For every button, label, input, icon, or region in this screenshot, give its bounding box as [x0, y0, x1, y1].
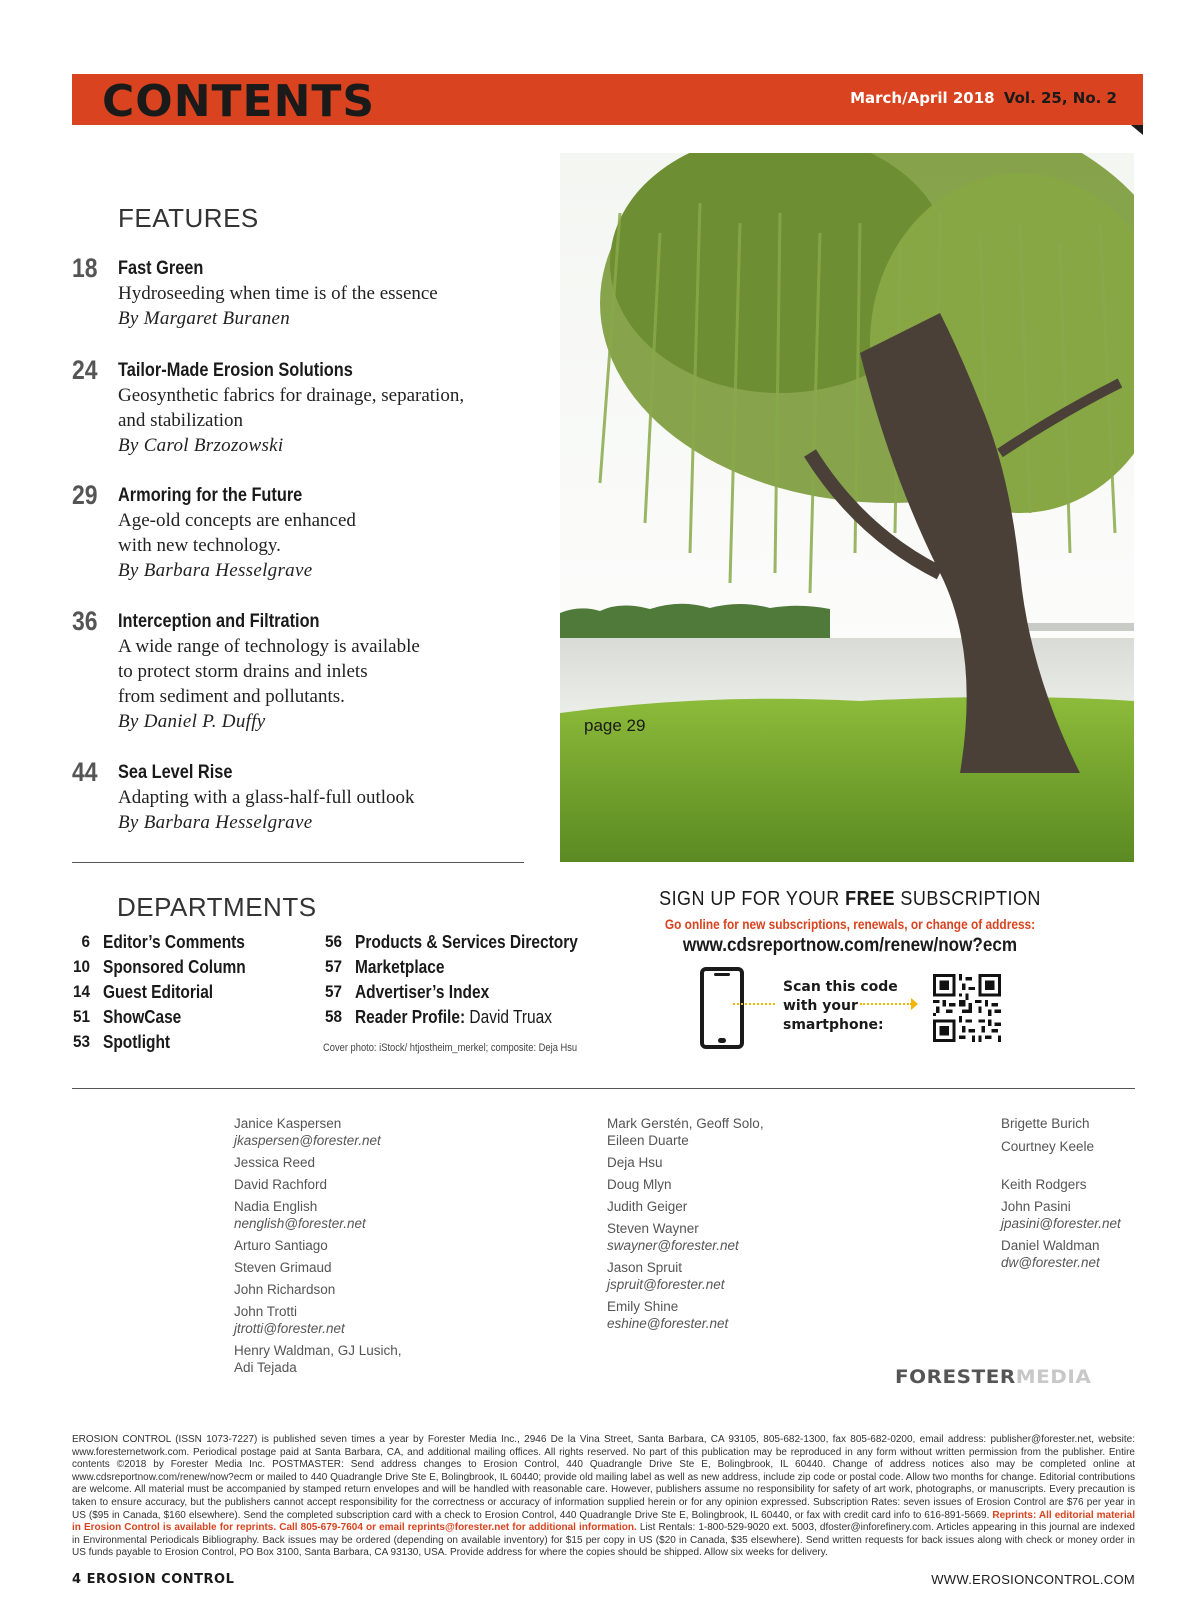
masthead-name: [234, 1281, 335, 1298]
masthead-email[interactable]: nenglish@forester.net: [234, 1216, 366, 1231]
department-page-number: 57: [324, 982, 342, 1001]
masthead-name: [1001, 1138, 1094, 1155]
department-item[interactable]: [308, 932, 608, 957]
masthead-name: [234, 1115, 381, 1149]
department-page-number: 58: [324, 1007, 342, 1026]
feature-description-line: Geosynthetic fabrics for drainage, separation,: [118, 385, 465, 406]
page-title: CONTENTS: [102, 76, 376, 127]
department-item[interactable]: [308, 982, 608, 1007]
footer-page-label: 4 EROSION CONTROL: [72, 1572, 235, 1587]
contents-header-bar: [72, 74, 1143, 125]
features-divider: [72, 862, 524, 863]
department-item[interactable]: [56, 1032, 326, 1057]
feature-body: [118, 257, 538, 331]
masthead-person: Steven Wayner: [607, 1221, 699, 1236]
scan-line-2: with your: [783, 998, 858, 1014]
department-title: [103, 1007, 181, 1028]
fineprint-main: EROSION CONTROL (ISSN 1073-7227) is published seven times a year by Forester Media Inc., 2946 De la Vina Street, Santa Barbara, CA 93105, 805-682-1300, fax 805-682-0200, email address: publisher@forester.net, website: www.foresternetwork.com. Periodical postage paid at Santa Barbara, CA, and additional mailing offices. All rights reserved. No part of this publication may be reproduced in any form without written permission from the publisher. Entire contents ©2018 by Forester Media Inc. POSTMASTER: Send address changes to Erosion Control, 440 Quadrangle Drive Ste E, Bolingbrook, IL 60440. Change of address notices also may be completed online at www.cdsreportnow.com/renew/now?ecm or mailed to 440 Quadrangle Drive Ste E, Bolingbrook, IL 60440; provide old mailing label as well as new address, include zip code or postal code. Allow two months for change. Editorial contributions are welcome. All material must be accompanied by stamped return envelopes and will be handled with reasonable care. However, publishers assume no responsibility for safety of art work, photographs, or manuscripts. Every precaution is taken to ensure accuracy, but the publishers cannot accept responsibility for the correctness or accuracy of information supplied herein or for any opinion expressed. Subscription Rates: seven issues of Erosion Control are $76 per year in US ($95 in Canada, $160 elsewhere). Send the completed subscription card with a check to Erosion Control, 440 Quadrangle Drive Ste E, Bolingbrook, IL 60440, or fax with credit card info to 616-891-5669.: [72, 1434, 1135, 1521]
feature-byline: By Carol Brzozowski: [118, 435, 284, 456]
masthead-name: [234, 1154, 315, 1171]
forester-media-logo: [895, 1366, 1091, 1388]
department-title: [103, 932, 245, 953]
masthead-email[interactable]: jkaspersen@forester.net: [234, 1133, 381, 1148]
feature-page-number: 18: [72, 253, 98, 283]
feature-byline: By Barbara Hesselgrave: [118, 560, 313, 581]
department-page-number: 14: [72, 982, 90, 1001]
masthead-person: John Trotti: [234, 1304, 298, 1319]
department-title-text: Spotlight: [103, 1032, 171, 1052]
dotted-arrow-right-icon: [860, 1003, 912, 1005]
department-title-text: Guest Editorial: [103, 982, 214, 1002]
masthead-name: [1001, 1198, 1121, 1232]
masthead-person: Emily Shine: [607, 1299, 679, 1314]
masthead-name: [1001, 1237, 1100, 1271]
masthead-person: John Richardson: [234, 1282, 336, 1297]
department-title-text: Sponsored Column: [103, 957, 246, 977]
feature-description-line: Hydroseeding when time is of the essence: [118, 283, 438, 304]
masthead-person: Doug Mlyn: [607, 1177, 672, 1192]
feature-page-number: 36: [72, 606, 98, 636]
masthead-name: [607, 1115, 764, 1149]
department-title: [355, 1007, 552, 1028]
feature-body: [118, 761, 538, 835]
department-title: [103, 982, 213, 1003]
issue-date: March/April 2018: [850, 89, 995, 107]
department-title-text: Advertiser’s Index: [355, 982, 490, 1002]
masthead-name: [234, 1303, 345, 1337]
willow-tree-image: [560, 153, 1134, 862]
masthead-person: Nadia English: [234, 1199, 318, 1214]
department-page-number: 57: [324, 957, 342, 976]
cover-credit: Cover photo: iStock/ htjostheim_merkel; composite: Deja Hsu: [323, 1042, 578, 1054]
department-item[interactable]: [56, 982, 326, 1007]
masthead-person: John Pasini: [1001, 1199, 1071, 1214]
department-title-text: ShowCase: [103, 1007, 182, 1027]
masthead-email[interactable]: jpasini@forester.net: [1001, 1216, 1121, 1231]
department-title: [103, 957, 246, 978]
departments-list-col2: [308, 932, 608, 1032]
scan-line-3: smartphone:: [783, 1017, 884, 1033]
fineprint-rest: List Rentals: 1-800-529-9020 ext. 5003, dfoster@inforefinery.com. Articles appearing in this journal are indexed in Environmental Periodicals Bibliography. Back issues may be ordered (depending on available inventory) for $15 per copy in US ($20 in Canada, $35 elsewhere). Send written requests for back issues along with check or money order in US funds payable to Erosion Control, PO Box 3100, Santa Barbara, CA 93130, USA. Provide address for where the copies should be shipped. Allow six weeks for delivery.: [72, 1522, 1135, 1559]
subscription-heading-post: SUBSCRIPTION: [894, 888, 1041, 910]
masthead-person: Adi Tejada: [234, 1360, 297, 1375]
footer-website-link[interactable]: WWW.EROSIONCONTROL.COM: [931, 1572, 1135, 1587]
department-title-text: Reader Profile:: [355, 1007, 466, 1027]
department-page-number: 53: [72, 1032, 90, 1051]
feature-description-line: Age-old concepts are enhanced: [118, 510, 356, 531]
departments-heading: DEPARTMENTS: [117, 892, 317, 922]
masthead-person: Jason Spruit: [607, 1260, 683, 1275]
masthead-name: [234, 1237, 328, 1254]
subscription-heading: [648, 888, 1053, 911]
qr-code-icon[interactable]: [933, 974, 1001, 1042]
masthead-person: Henry Waldman, GJ Lusich,: [234, 1343, 402, 1358]
logo-forester: FORESTER: [895, 1366, 1016, 1388]
masthead-person: Courtney Keele: [1001, 1139, 1095, 1154]
department-title-text: Products & Services Directory: [355, 932, 578, 952]
masthead-person: Mark Gerstén, Geoff Solo,: [607, 1116, 764, 1131]
feature-description-line: A wide range of technology is available: [118, 636, 420, 657]
subscription-subheading: Go online for new subscriptions, renewals, or change of address:: [664, 916, 1036, 932]
masthead-name: [607, 1176, 672, 1193]
department-subtitle: David Truax: [465, 1007, 553, 1027]
scan-line-1: Scan this code: [783, 979, 898, 995]
scan-instructions: [783, 978, 913, 1035]
feature-body: [118, 610, 538, 734]
department-page-number: 51: [72, 1007, 90, 1026]
masthead-email[interactable]: dw@forester.net: [1001, 1255, 1100, 1270]
department-item[interactable]: [56, 1007, 326, 1032]
feature-description-line: to protect storm drains and inlets: [118, 661, 368, 682]
masthead-name: [607, 1298, 728, 1332]
photo-caption: page 29: [584, 716, 646, 735]
masthead-person: Jessica Reed: [234, 1155, 316, 1170]
department-item[interactable]: [308, 957, 608, 982]
feature-body: [118, 484, 538, 583]
masthead-email[interactable]: eshine@forester.net: [607, 1316, 729, 1331]
department-title: [355, 932, 578, 953]
department-item[interactable]: [308, 1007, 608, 1032]
feature-byline: By Daniel P. Duffy: [118, 711, 266, 732]
feature-title[interactable]: Tailor-Made Erosion Solutions: [118, 360, 353, 381]
department-page-number: 6: [81, 932, 90, 951]
department-page-number: 10: [72, 957, 90, 976]
feature-byline: By Barbara Hesselgrave: [118, 812, 313, 833]
masthead-person: David Rachford: [234, 1177, 328, 1192]
dotted-arrow-left: [733, 1003, 775, 1005]
fineprint-reprints: Reprints: All editorial material in Erosion Control is available for reprints. Call 805-679-7604 or email reprints@forester.net for additional information.: [72, 1509, 1136, 1534]
masthead-person: Brigette Burich: [1001, 1116, 1090, 1131]
department-title-text: Editor’s Comments: [103, 932, 245, 952]
department-title-text: Marketplace: [355, 957, 445, 977]
masthead-person: Steven Grimaud: [234, 1260, 332, 1275]
feature-byline: By Margaret Buranen: [118, 308, 291, 329]
masthead-name: [607, 1198, 687, 1215]
feature-description-line: and stabilization: [118, 410, 244, 431]
smartphone-icon: [700, 967, 744, 1049]
masthead-name: [607, 1259, 725, 1293]
departments-list-col1: [56, 932, 326, 1057]
masthead-person: Deja Hsu: [607, 1155, 663, 1170]
masthead-email[interactable]: swayner@forester.net: [607, 1238, 739, 1253]
cover-photo-willow-tree: [560, 153, 1134, 862]
masthead-name: [607, 1220, 739, 1254]
masthead-name: [1001, 1115, 1090, 1132]
feature-title[interactable]: Sea Level Rise: [118, 762, 233, 783]
department-page-number: 56: [324, 932, 342, 951]
header-corner-accent: [1131, 125, 1143, 135]
department-title: [355, 982, 489, 1003]
logo-media: MEDIA: [1015, 1366, 1092, 1388]
masthead-person: Judith Geiger: [607, 1199, 688, 1214]
masthead-name: [234, 1176, 327, 1193]
feature-page-number: 24: [72, 355, 98, 385]
feature-description-line: with new technology.: [118, 535, 281, 556]
department-item[interactable]: [56, 957, 326, 982]
department-title: [103, 1032, 170, 1053]
masthead-email[interactable]: jtrotti@forester.net: [234, 1321, 345, 1336]
masthead-divider: [72, 1088, 1135, 1089]
subscription-url-link[interactable]: www.cdsreportnow.com/renew/now?ecm: [682, 935, 1018, 956]
masthead-person: Janice Kaspersen: [234, 1116, 342, 1131]
publication-fineprint: [72, 1434, 1135, 1560]
feature-page-number: 29: [72, 480, 98, 510]
feature-title[interactable]: Interception and Filtration: [118, 611, 320, 632]
subscription-heading-pre: SIGN UP FOR YOUR: [659, 888, 846, 910]
masthead-person: Keith Rodgers: [1001, 1177, 1087, 1192]
subscription-heading-free: FREE: [845, 888, 895, 910]
masthead-person: Eileen Duarte: [607, 1133, 689, 1148]
department-title: [355, 957, 444, 978]
feature-body: [118, 359, 538, 458]
masthead-person: Daniel Waldman: [1001, 1238, 1100, 1253]
issue-volume: Vol. 25, No. 2: [1003, 89, 1117, 107]
masthead-name: [234, 1342, 402, 1376]
feature-description-line: Adapting with a glass-half-full outlook: [118, 787, 415, 808]
features-heading: FEATURES: [118, 203, 259, 233]
feature-title[interactable]: Armoring for the Future: [118, 485, 303, 506]
feature-title[interactable]: Fast Green: [118, 258, 204, 279]
masthead-email[interactable]: jspruit@forester.net: [607, 1277, 725, 1292]
feature-description-line: from sediment and pollutants.: [118, 686, 345, 707]
masthead-person: Arturo Santiago: [234, 1238, 328, 1253]
feature-page-number: 44: [72, 757, 98, 787]
masthead-name: [607, 1154, 663, 1171]
masthead-name: [1001, 1176, 1087, 1193]
issue-info: [850, 89, 1117, 107]
department-item[interactable]: [56, 932, 326, 957]
masthead-name: [234, 1198, 366, 1232]
masthead-name: [234, 1259, 332, 1276]
